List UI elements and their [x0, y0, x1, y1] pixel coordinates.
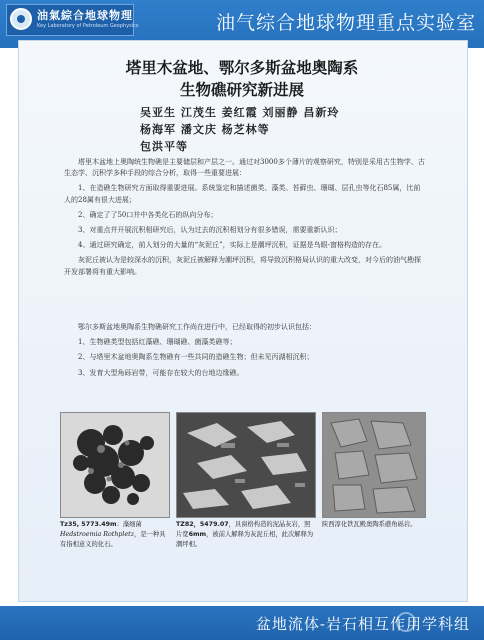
lab-name: 油气综合地球物理重点实验室 — [215, 12, 476, 34]
logo-english-text: Key Laboratory of Petroleum Geophysics — [37, 23, 139, 29]
tarim-section — [64, 157, 426, 282]
caption2-tail: ，被前人解释为灰泥丘相，此次解释为潮坪相。 — [176, 531, 314, 548]
ordos-section — [64, 322, 426, 383]
paragraph-item4: 4、通过研究确定，前人划分的大量的“灰泥丘”，实际上是潮坪沉积，证据是鸟眼-窗格构造的存在。 — [78, 241, 386, 250]
lab-logo — [6, 4, 139, 36]
paragraph-ordos-intro: 鄂尔多斯盆地奥陶系生物礁研究工作尚在进行中，已经取得的初步认识包括： — [78, 323, 316, 331]
poster-title-line2: 生物礁研究新进展 — [179, 81, 304, 99]
authors-line1: 吴亚生 江茂生 姜红霞 刘丽静 昌新玲 — [140, 106, 340, 119]
paragraph-item3: 3、对重点井开展沉积相研究后，认为过去的沉积相划分有很多错误，需要重新认识； — [78, 226, 342, 235]
watermark-icon — [396, 612, 416, 632]
paragraph-implication: 灰泥丘被认为是较深水的沉积，灰泥丘被解释为潮坪沉积，将导致沉积格局认识的重大改变，对今后的油气勘探开发部署将有重大影响。 — [64, 256, 421, 276]
seal-icon — [10, 8, 32, 30]
logo-chinese-text: 油氣綜合地球物理 — [37, 9, 133, 22]
caption-photo-3 — [322, 520, 424, 530]
caption1-sample-id: Tz35, 5773.49m — [60, 521, 117, 528]
caption-photo-2 — [176, 520, 314, 550]
caption2-width: 6mm — [188, 531, 207, 538]
fossil-photo-1 — [60, 412, 170, 518]
caption-photo-1 — [60, 520, 168, 550]
paragraph-ordos-item2: 2、与塔里木盆地奥陶系生物礁有一些共同的造礁生物；但未见丙湖相沉积； — [78, 353, 314, 362]
caption1-text: ：藻细菌 — [116, 521, 142, 528]
caption3-text: 陕西淳化铁瓦殿奥陶系礁角砾岩。 — [322, 521, 417, 528]
paragraph-ordos-item1: 1、生物礁类型包括红藻礁、珊瑚礁、菌藻类礁等； — [78, 338, 237, 347]
paragraph-intro: 塔里木盆地上奥陶统生物礁是主要储层和产层之一。通过对3000多个薄片的观察研究，特别是采用古生物学、古生态学、沉积学多种手段的综合分析，取得一些重要进展： — [64, 158, 425, 178]
fossil-photo-2 — [176, 412, 316, 518]
paragraph-ordos-item3: 3、发育大型角砾岩带，可能存在较大的台地边缘礁。 — [78, 368, 244, 377]
breccia-photo — [322, 412, 426, 518]
poster-title-line1: 塔里木盆地、鄂尔多斯盆地奥陶系 — [125, 59, 359, 77]
paragraph-item2: 2、确定了了50口井中各类化石的纵向分布； — [78, 210, 218, 219]
caption1-tail: ，是一种具有指相意义的化石。 — [60, 531, 166, 548]
authors-line2: 杨海军 潘文庆 杨芝林等 — [140, 123, 270, 136]
caption2-sample-id: TZ82，5479.07 — [176, 521, 229, 528]
footer-slogan: 盆地流体-岩石相互作用学科组 — [255, 615, 470, 633]
caption2-text: ，具窗格构造的泥晶灰岩，照片宽 — [176, 521, 311, 538]
authors-line3: 包洪平等 — [140, 140, 188, 153]
paragraph-item1: 1、在造礁生物研究方面取得重要进展。系统鉴定和描述菌类、藻类、苔藓虫、珊瑚、层孔虫等化石85属，比前人的28属有很大进展； — [64, 184, 421, 204]
caption1-taxon: Hedstroemia Rothpletz — [60, 531, 135, 538]
